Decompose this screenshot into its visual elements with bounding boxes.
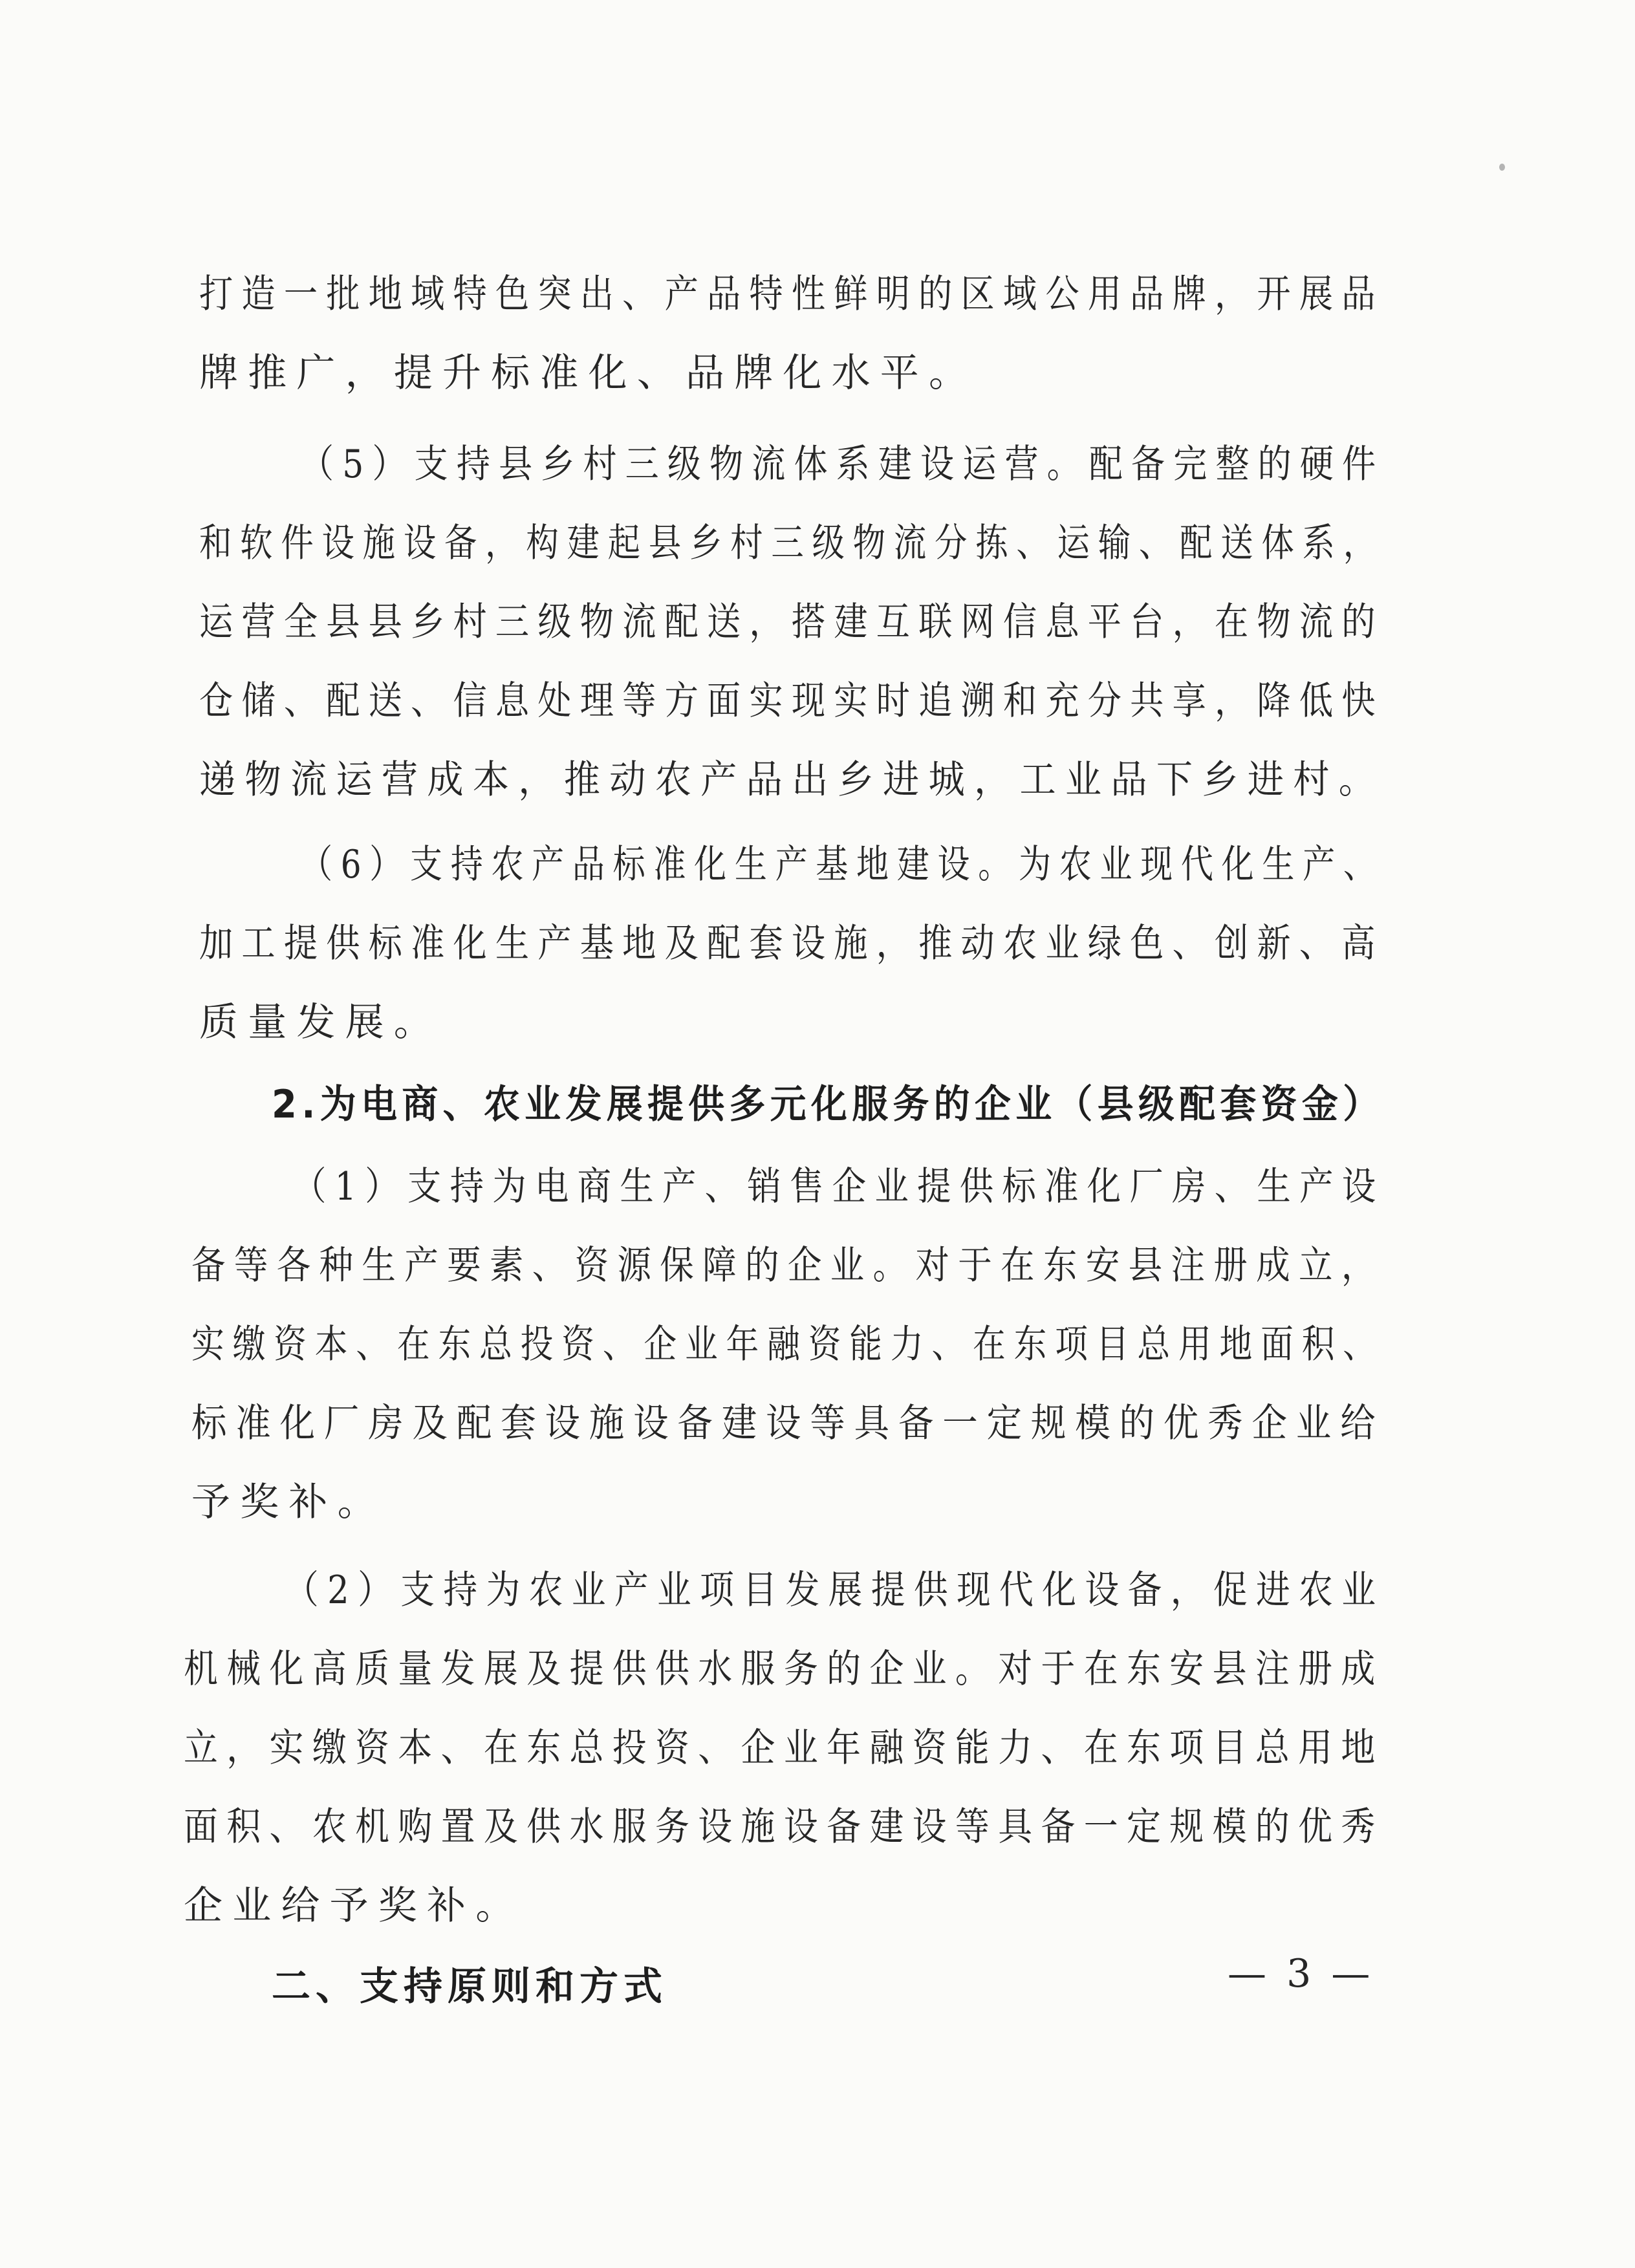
body-line: 递物流运营成本，推动农产品出乡进城，工业品下乡进村。 xyxy=(199,757,1385,803)
body-line: 标准化厂房及配套设施设备建设等具备一定规模的优秀企业给 xyxy=(191,1401,1385,1446)
paragraph-5-line: （5）支持县乡村三级物流体系建设运营。配备完整的硬件 xyxy=(300,442,1385,487)
section-heading-principles: 二、支持原则和方式 xyxy=(272,1964,667,2009)
body-line: 打造一批地域特色突出、产品特性鲜明的区域公用品牌，开展品 xyxy=(199,272,1384,317)
page-number: — 3 — xyxy=(1228,1951,1374,1996)
body-line: 牌推广，提升标准化、品牌化水平。 xyxy=(199,351,978,396)
body-line: 备等各种生产要素、资源保障的企业。对于在东安县注册成立， xyxy=(191,1243,1384,1288)
body-line: 和软件设施设备，构建起县乡村三级物流分拣、运输、配送体系， xyxy=(199,521,1384,566)
body-line: 企业给予奖补。 xyxy=(184,1883,525,1928)
body-line: 实缴资本、在东总投资、企业年融资能力、在东项目总用地面积、 xyxy=(191,1322,1384,1367)
paragraph-6-line: （6）支持农产品标准化生产基地建设。为农业现代化生产、 xyxy=(300,842,1384,887)
paragraph-1-line: （1）支持为电商生产、销售企业提供标准化厂房、生产设 xyxy=(292,1164,1385,1209)
scan-speck xyxy=(1499,164,1505,171)
body-line: 立，实缴资本、在东总投资、企业年融资能力、在东项目总用地 xyxy=(184,1725,1384,1771)
section-2-heading: 2.为电商、农业发展提供多元化服务的企业（县级配套资金） xyxy=(272,1082,1384,1127)
body-line: 运营全县县乡村三级物流配送，搭建互联网信息平台，在物流的 xyxy=(199,599,1384,645)
body-line: 仓储、配送、信息处理等方面实现实时追溯和充分共享，降低快 xyxy=(199,678,1384,724)
body-line: 质量发展。 xyxy=(199,1000,442,1045)
body-line: 面积、农机购置及供水服务设施设备建设等具备一定规模的优秀 xyxy=(184,1804,1384,1850)
body-line: 机械化高质量发展及提供供水服务的企业。对于在东安县注册成 xyxy=(184,1647,1384,1692)
paragraph-2-line: （2）支持为农业产业项目发展提供现代化设备，促进农业 xyxy=(285,1568,1385,1613)
body-line: 加工提供标准化生产基地及配套设施，推动农业绿色、创新、高 xyxy=(199,921,1384,966)
body-line: 予奖补。 xyxy=(191,1480,386,1525)
